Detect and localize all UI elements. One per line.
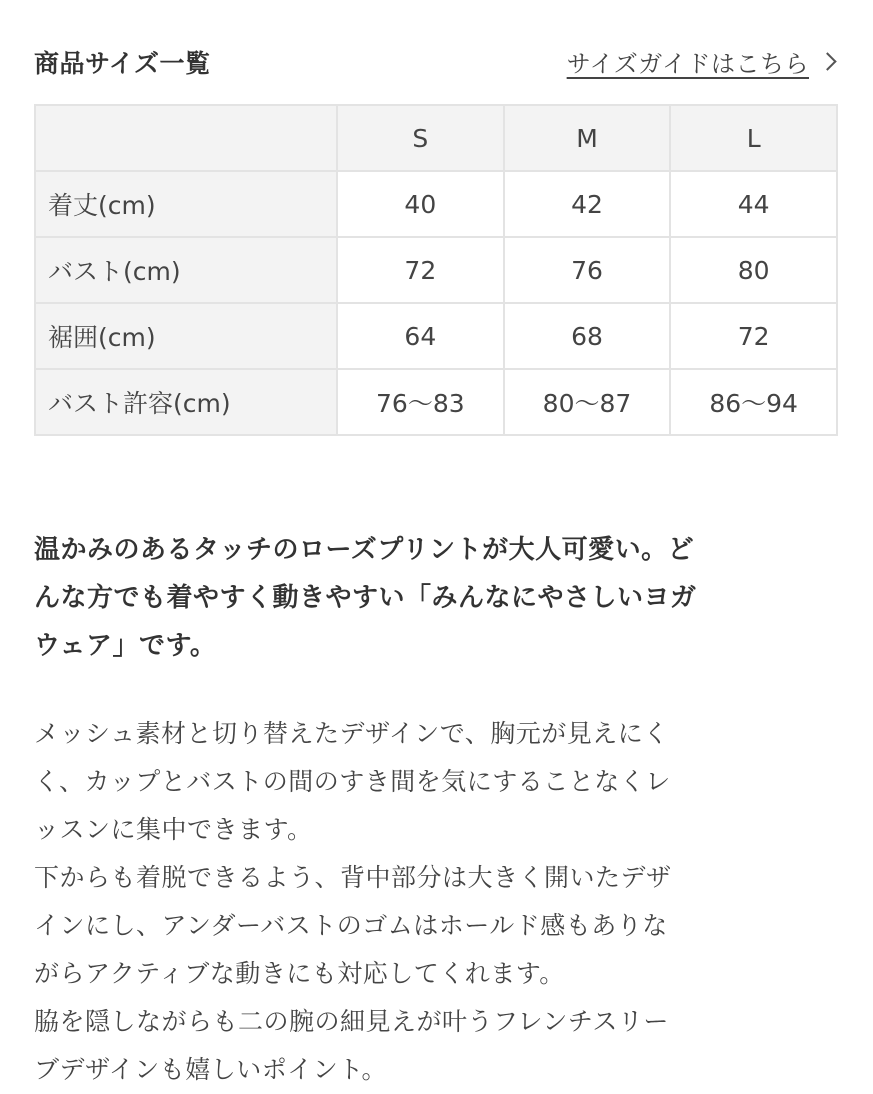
table-header-cell: S — [337, 105, 504, 171]
table-row — [35, 171, 837, 237]
size-list-header — [34, 40, 840, 84]
size-guide-link[interactable] — [567, 44, 840, 79]
description-line: がらアクティブな動きにも対応してくれます。 — [34, 959, 565, 988]
size-guide-link-text[interactable]: サイズガイドはこちら — [566, 50, 809, 78]
lead-description — [34, 526, 844, 670]
lead-line: んな方でも着やすく動きやすい「みんなにやさしいヨガ — [34, 583, 697, 613]
table-cell: 72 — [670, 303, 837, 369]
table-cell: 42 — [504, 171, 671, 237]
description-line: ブデザインも嬉しいポイント。 — [34, 1055, 388, 1084]
table-cell: 72 — [337, 237, 504, 303]
description-line: インにし、アンダーバストのゴムはホールド感もありな — [34, 911, 668, 940]
description-line: ッスンに集中できます。 — [34, 815, 313, 844]
table-header-cell: M — [504, 105, 671, 171]
lead-line: ウェア」です。 — [34, 631, 217, 661]
table-cell: 76 — [504, 237, 671, 303]
table-cell: 64 — [337, 303, 504, 369]
description-line: メッシュ素材と切り替えたデザインで、胸元が見えにく — [34, 719, 669, 748]
product-description — [34, 710, 844, 1094]
table-row — [35, 237, 837, 303]
table-header-empty — [35, 105, 337, 171]
size-list-title: 商品サイズ一覧 — [34, 49, 211, 78]
table-row — [35, 303, 837, 369]
table-cell: 44 — [670, 171, 837, 237]
table-cell: 80〜87 — [504, 369, 671, 435]
table-cell: 86〜94 — [670, 369, 837, 435]
table-cell: 40 — [337, 171, 504, 237]
table-cell: 76〜83 — [337, 369, 504, 435]
row-label: 裾囲(cm) — [35, 303, 337, 369]
description-line: く、カップとバストの間のすき間を気にすることなくレ — [34, 767, 671, 796]
lead-line: 温かみのあるタッチのローズプリントが大人可愛い。ど — [34, 535, 695, 565]
size-table — [34, 104, 838, 436]
description-line: 脇を隠しながらも二の腕の細見えが叶うフレンチスリー — [34, 1007, 669, 1036]
row-label: バスト許容(cm) — [35, 369, 337, 435]
table-cell: 80 — [670, 237, 837, 303]
row-label: バスト(cm) — [35, 237, 337, 303]
description-line: 下からも着脱できるよう、背中部分は大きく開いたデザ — [34, 863, 672, 892]
table-cell: 68 — [504, 303, 671, 369]
table-header-cell: L — [670, 105, 837, 171]
chevron-right-icon[interactable] — [818, 52, 836, 70]
table-row — [35, 369, 837, 435]
row-label: 着丈(cm) — [35, 171, 337, 237]
table-header-row — [35, 105, 837, 171]
